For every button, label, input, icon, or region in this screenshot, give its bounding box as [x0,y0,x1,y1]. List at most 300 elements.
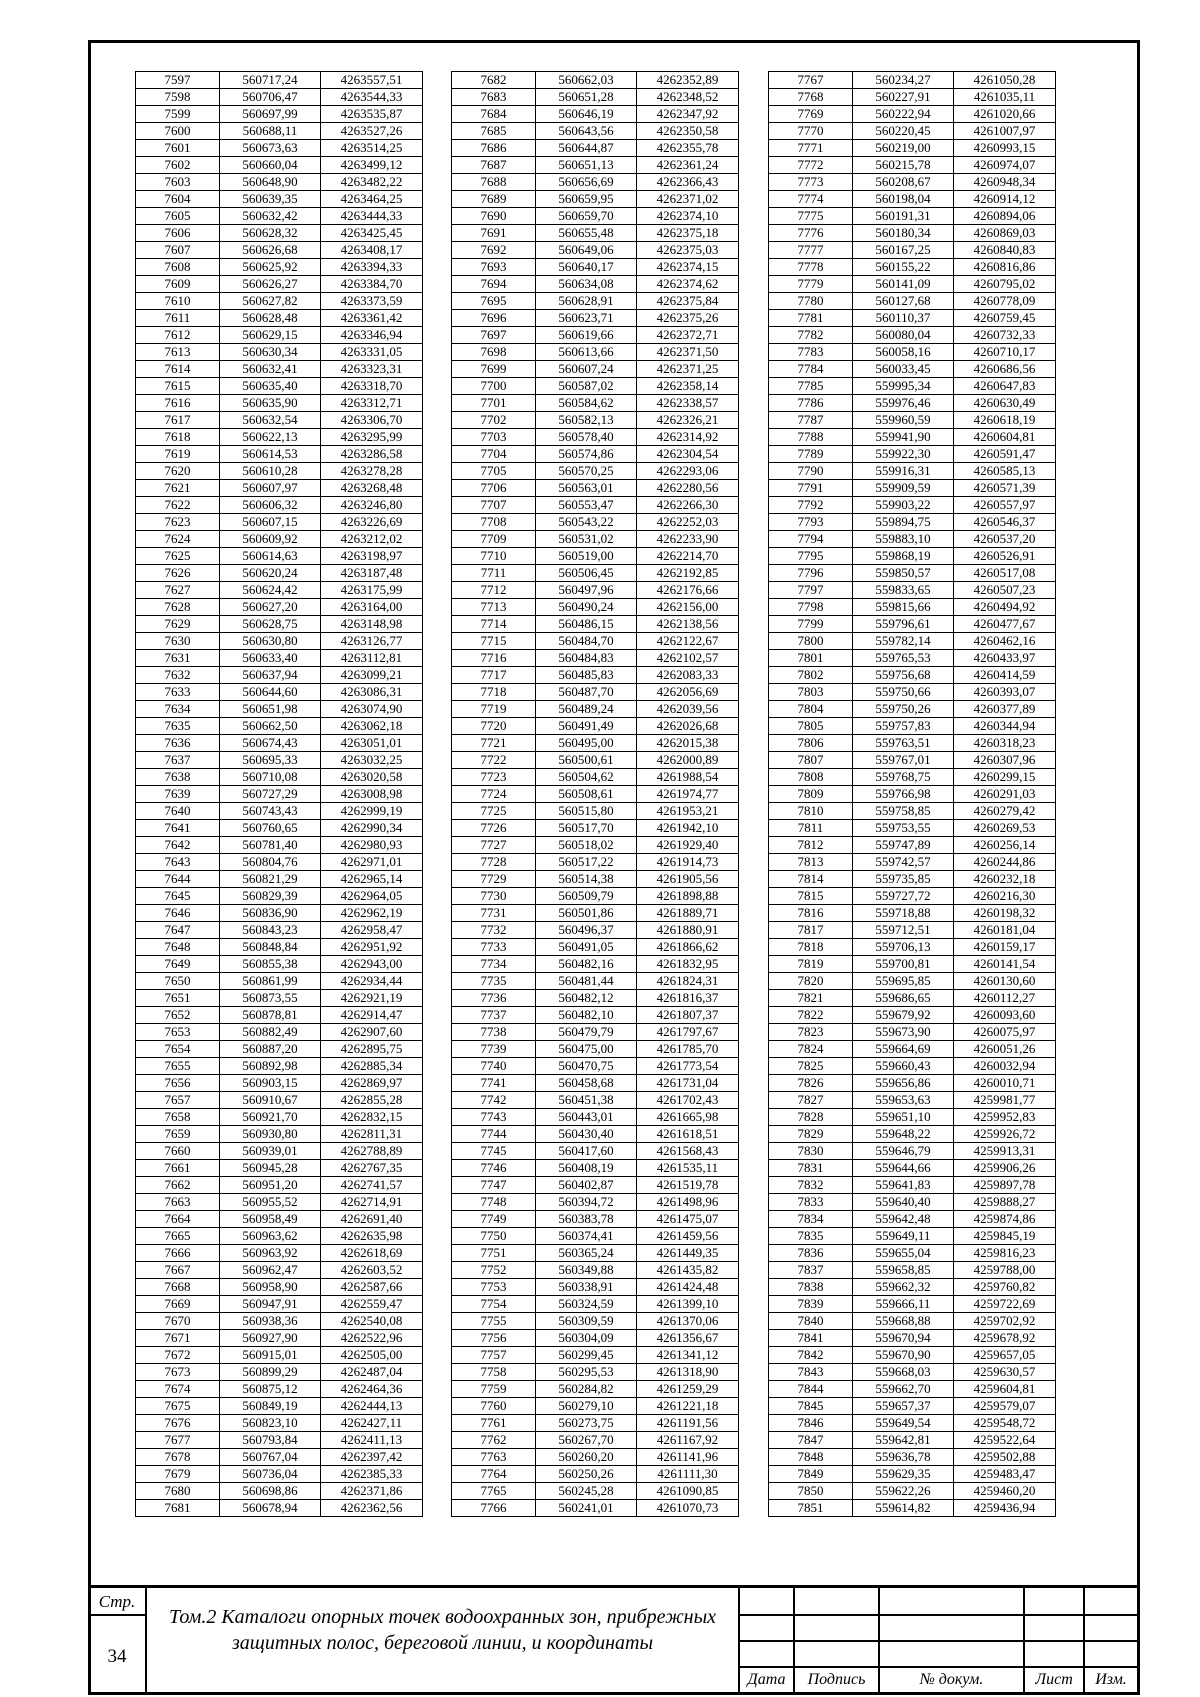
x-coordinate-cell: 559640,40 [853,1194,954,1211]
x-coordinate-cell: 560110,37 [853,310,954,327]
x-coordinate-cell: 560484,83 [536,650,637,667]
point-number-cell: 7758 [452,1364,536,1381]
x-coordinate-cell: 560951,20 [220,1177,321,1194]
table-row [452,786,739,803]
table-row [136,1262,423,1279]
point-number-cell: 7694 [452,276,536,293]
table-row [136,1313,423,1330]
table-row [769,1228,1056,1245]
y-coordinate-cell: 4262999,19 [321,803,423,820]
x-coordinate-cell: 560855,38 [220,956,321,973]
x-coordinate-cell: 560495,00 [536,735,637,752]
table-row [452,378,739,395]
y-coordinate-cell: 4260141,54 [954,956,1056,973]
y-coordinate-cell: 4262885,34 [321,1058,423,1075]
x-coordinate-cell: 559679,92 [853,1007,954,1024]
point-number-cell: 7768 [769,89,853,106]
y-coordinate-cell: 4262444,13 [321,1398,423,1415]
y-coordinate-cell: 4262083,33 [637,667,739,684]
x-coordinate-cell: 560299,45 [536,1347,637,1364]
y-coordinate-cell: 4261070,73 [637,1500,739,1517]
x-coordinate-cell: 560563,01 [536,480,637,497]
table-row [452,667,739,684]
point-number-cell: 7621 [136,480,220,497]
y-coordinate-cell: 4261889,71 [637,905,739,922]
point-number-cell: 7786 [769,395,853,412]
y-coordinate-cell: 4262951,92 [321,939,423,956]
x-coordinate-cell: 559941,90 [853,429,954,446]
y-coordinate-cell: 4262971,01 [321,854,423,871]
point-number-cell: 7709 [452,531,536,548]
y-coordinate-cell: 4262374,62 [637,276,739,293]
table-row [136,446,423,463]
table-row [769,701,1056,718]
table-row [452,888,739,905]
x-coordinate-cell: 559655,04 [853,1245,954,1262]
table-row [452,531,739,548]
x-coordinate-cell: 559909,59 [853,480,954,497]
table-row [136,106,423,123]
y-coordinate-cell: 4261953,21 [637,803,739,820]
x-coordinate-cell: 560849,19 [220,1398,321,1415]
x-coordinate-cell: 560219,00 [853,140,954,157]
point-number-cell: 7690 [452,208,536,225]
point-number-cell: 7724 [452,786,536,803]
y-coordinate-cell: 4262943,00 [321,956,423,973]
point-number-cell: 7654 [136,1041,220,1058]
y-coordinate-cell: 4260344,94 [954,718,1056,735]
y-coordinate-cell: 4259657,05 [954,1347,1056,1364]
table-row [136,123,423,140]
table-row [769,803,1056,820]
table-row [136,1058,423,1075]
table-row [452,1364,739,1381]
y-coordinate-cell: 4261318,90 [637,1364,739,1381]
point-number-cell: 7603 [136,174,220,191]
x-coordinate-cell: 559664,69 [853,1041,954,1058]
x-coordinate-cell: 560610,28 [220,463,321,480]
point-number-cell: 7733 [452,939,536,956]
x-coordinate-cell: 560626,68 [220,242,321,259]
point-number-cell: 7832 [769,1177,853,1194]
point-number-cell: 7666 [136,1245,220,1262]
x-coordinate-cell: 559695,85 [853,973,954,990]
point-number-cell: 7721 [452,735,536,752]
table-row [136,191,423,208]
point-number-cell: 7636 [136,735,220,752]
table-row [769,208,1056,225]
point-number-cell: 7664 [136,1211,220,1228]
point-number-cell: 7829 [769,1126,853,1143]
table-row [136,803,423,820]
y-coordinate-cell: 4259579,07 [954,1398,1056,1415]
table-row [769,1143,1056,1160]
point-number-cell: 7814 [769,871,853,888]
point-number-cell: 7804 [769,701,853,718]
y-coordinate-cell: 4259502,88 [954,1449,1056,1466]
table-row [452,769,739,786]
table-row [452,174,739,191]
x-coordinate-cell: 560304,09 [536,1330,637,1347]
point-number-cell: 7676 [136,1415,220,1432]
point-number-cell: 7641 [136,820,220,837]
x-coordinate-cell: 559668,88 [853,1313,954,1330]
x-coordinate-cell: 560619,66 [536,327,637,344]
point-number-cell: 7822 [769,1007,853,1024]
table-row [769,1432,1056,1449]
x-coordinate-cell: 560640,17 [536,259,637,276]
y-coordinate-cell: 4263323,31 [321,361,423,378]
x-coordinate-cell: 560574,86 [536,446,637,463]
x-coordinate-cell: 560614,63 [220,548,321,565]
table-row [769,1415,1056,1432]
point-number-cell: 7688 [452,174,536,191]
table-row [136,1177,423,1194]
table-row [452,1483,739,1500]
y-coordinate-cell: 4259436,94 [954,1500,1056,1517]
table-row [769,1449,1056,1466]
point-number-cell: 7757 [452,1347,536,1364]
table-row [769,922,1056,939]
y-coordinate-cell: 4262176,66 [637,582,739,599]
x-coordinate-cell: 559815,66 [853,599,954,616]
y-coordinate-cell: 4261111,30 [637,1466,739,1483]
table-row [136,1466,423,1483]
point-number-cell: 7840 [769,1313,853,1330]
point-number-cell: 7818 [769,939,853,956]
point-number-cell: 7844 [769,1381,853,1398]
y-coordinate-cell: 4262962,19 [321,905,423,922]
y-coordinate-cell: 4261974,77 [637,786,739,803]
table-row [452,1211,739,1228]
y-coordinate-cell: 4261221,18 [637,1398,739,1415]
x-coordinate-cell: 560250,26 [536,1466,637,1483]
x-coordinate-cell: 560903,15 [220,1075,321,1092]
table-row [136,1007,423,1024]
table-row [136,684,423,701]
point-number-cell: 7753 [452,1279,536,1296]
table-row [769,106,1056,123]
table-row [452,922,739,939]
y-coordinate-cell: 4263112,81 [321,650,423,667]
x-coordinate-cell: 560899,29 [220,1364,321,1381]
x-coordinate-cell: 560127,68 [853,293,954,310]
point-number-cell: 7708 [452,514,536,531]
y-coordinate-cell: 4260686,56 [954,361,1056,378]
x-coordinate-cell: 560482,16 [536,956,637,973]
x-coordinate-cell: 560649,06 [536,242,637,259]
table-row [452,1024,739,1041]
point-number-cell: 7746 [452,1160,536,1177]
x-coordinate-cell: 559750,66 [853,684,954,701]
table-row [452,1126,739,1143]
x-coordinate-cell: 560504,62 [536,769,637,786]
table-row [136,1109,423,1126]
table-row [136,837,423,854]
point-number-cell: 7737 [452,1007,536,1024]
table-row [452,633,739,650]
table-row [769,769,1056,786]
x-coordinate-cell: 559644,66 [853,1160,954,1177]
table-row [769,956,1056,973]
point-number-cell: 7723 [452,769,536,786]
y-coordinate-cell: 4261702,43 [637,1092,739,1109]
table-row [136,888,423,905]
point-number-cell: 7663 [136,1194,220,1211]
point-number-cell: 7740 [452,1058,536,1075]
y-coordinate-cell: 4263175,99 [321,582,423,599]
y-coordinate-cell: 4262214,70 [637,548,739,565]
point-number-cell: 7675 [136,1398,220,1415]
point-number-cell: 7763 [452,1449,536,1466]
point-number-cell: 7717 [452,667,536,684]
table-row [769,310,1056,327]
y-coordinate-cell: 4262811,31 [321,1126,423,1143]
point-number-cell: 7784 [769,361,853,378]
y-coordinate-cell: 4260993,15 [954,140,1056,157]
x-coordinate-cell: 559662,32 [853,1279,954,1296]
table-row [136,565,423,582]
table-row [769,140,1056,157]
table-row [769,463,1056,480]
table-row [769,174,1056,191]
y-coordinate-cell: 4261399,10 [637,1296,739,1313]
table-row [769,480,1056,497]
x-coordinate-cell: 560659,95 [536,191,637,208]
table-row [452,412,739,429]
y-coordinate-cell: 4261618,51 [637,1126,739,1143]
x-coordinate-cell: 559742,57 [853,854,954,871]
point-number-cell: 7646 [136,905,220,922]
x-coordinate-cell: 560451,38 [536,1092,637,1109]
point-number-cell: 7849 [769,1466,853,1483]
point-number-cell: 7796 [769,565,853,582]
x-coordinate-cell: 560607,15 [220,514,321,531]
x-coordinate-cell: 560220,45 [853,123,954,140]
x-coordinate-cell: 559649,11 [853,1228,954,1245]
y-coordinate-cell: 4260732,33 [954,327,1056,344]
point-number-cell: 7602 [136,157,220,174]
point-number-cell: 7755 [452,1313,536,1330]
table-row [452,446,739,463]
point-number-cell: 7826 [769,1075,853,1092]
table-row [452,939,739,956]
x-coordinate-cell: 559903,22 [853,497,954,514]
x-coordinate-cell: 560614,53 [220,446,321,463]
y-coordinate-cell: 4259788,00 [954,1262,1056,1279]
y-coordinate-cell: 4259845,19 [954,1228,1056,1245]
point-number-cell: 7801 [769,650,853,667]
point-number-cell: 7625 [136,548,220,565]
y-coordinate-cell: 4261141,96 [637,1449,739,1466]
table-row [452,89,739,106]
table-row [769,684,1056,701]
point-number-cell: 7761 [452,1415,536,1432]
x-coordinate-cell: 560660,04 [220,157,321,174]
point-number-cell: 7699 [452,361,536,378]
point-number-cell: 7824 [769,1041,853,1058]
x-coordinate-cell: 559757,83 [853,718,954,735]
table-row [452,123,739,140]
table-row [136,361,423,378]
y-coordinate-cell: 4260526,91 [954,548,1056,565]
x-coordinate-cell: 560227,91 [853,89,954,106]
table-row [452,1279,739,1296]
point-number-cell: 7715 [452,633,536,650]
x-coordinate-cell: 560613,66 [536,344,637,361]
table-row [452,1296,739,1313]
point-number-cell: 7627 [136,582,220,599]
table-row [136,480,423,497]
table-row [769,599,1056,616]
point-number-cell: 7759 [452,1381,536,1398]
table-row [769,667,1056,684]
y-coordinate-cell: 4262138,56 [637,616,739,633]
y-coordinate-cell: 4262056,69 [637,684,739,701]
x-coordinate-cell: 560486,15 [536,616,637,633]
point-number-cell: 7649 [136,956,220,973]
y-coordinate-cell: 4260477,67 [954,616,1056,633]
table-row [452,1398,739,1415]
table-row [452,1228,739,1245]
x-coordinate-cell: 560408,19 [536,1160,637,1177]
point-number-cell: 7648 [136,939,220,956]
x-coordinate-cell: 560892,98 [220,1058,321,1075]
x-coordinate-cell: 560491,05 [536,939,637,956]
point-number-cell: 7683 [452,89,536,106]
table-row [136,1024,423,1041]
x-coordinate-cell: 560208,67 [853,174,954,191]
y-coordinate-cell: 4260816,86 [954,259,1056,276]
table-row [769,259,1056,276]
table-row [452,497,739,514]
point-number-cell: 7817 [769,922,853,939]
x-coordinate-cell: 560606,32 [220,497,321,514]
x-coordinate-cell: 559658,85 [853,1262,954,1279]
y-coordinate-cell: 4259926,72 [954,1126,1056,1143]
table-row [769,1126,1056,1143]
y-coordinate-cell: 4261988,54 [637,769,739,786]
point-number-cell: 7779 [769,276,853,293]
point-number-cell: 7765 [452,1483,536,1500]
y-coordinate-cell: 4263444,33 [321,208,423,225]
table-row [452,684,739,701]
table-row [769,1466,1056,1483]
y-coordinate-cell: 4259981,77 [954,1092,1056,1109]
x-coordinate-cell: 560727,29 [220,786,321,803]
table-row [452,72,739,89]
point-number-cell: 7845 [769,1398,853,1415]
x-coordinate-cell: 560584,62 [536,395,637,412]
table-row [769,497,1056,514]
point-number-cell: 7719 [452,701,536,718]
x-coordinate-cell: 560487,70 [536,684,637,701]
y-coordinate-cell: 4261191,56 [637,1415,739,1432]
y-coordinate-cell: 4261035,11 [954,89,1056,106]
x-coordinate-cell: 560628,75 [220,616,321,633]
x-coordinate-cell: 560688,11 [220,123,321,140]
x-coordinate-cell: 559642,81 [853,1432,954,1449]
x-coordinate-cell: 559922,30 [853,446,954,463]
y-coordinate-cell: 4261449,35 [637,1245,739,1262]
point-number-cell: 7808 [769,769,853,786]
y-coordinate-cell: 4262934,44 [321,973,423,990]
table-row [136,208,423,225]
x-coordinate-cell: 560417,60 [536,1143,637,1160]
x-coordinate-cell: 560656,69 [536,174,637,191]
y-coordinate-cell: 4262375,26 [637,310,739,327]
table-row [452,157,739,174]
point-number-cell: 7702 [452,412,536,429]
y-coordinate-cell: 4262375,03 [637,242,739,259]
y-coordinate-cell: 4262914,47 [321,1007,423,1024]
y-coordinate-cell: 4260795,02 [954,276,1056,293]
y-coordinate-cell: 4263295,99 [321,429,423,446]
point-number-cell: 7830 [769,1143,853,1160]
y-coordinate-cell: 4263074,90 [321,701,423,718]
point-number-cell: 7792 [769,497,853,514]
table-row [452,701,739,718]
x-coordinate-cell: 560626,27 [220,276,321,293]
x-coordinate-cell: 559646,79 [853,1143,954,1160]
y-coordinate-cell: 4262252,03 [637,514,739,531]
table-row [452,514,739,531]
x-coordinate-cell: 560475,00 [536,1041,637,1058]
table-row [769,905,1056,922]
table-row [769,225,1056,242]
x-coordinate-cell: 559651,10 [853,1109,954,1126]
table-row [452,582,739,599]
table-row [769,990,1056,1007]
y-coordinate-cell: 4260130,60 [954,973,1056,990]
point-number-cell: 7728 [452,854,536,871]
point-number-cell: 7756 [452,1330,536,1347]
y-coordinate-cell: 4262464,36 [321,1381,423,1398]
table-row [769,378,1056,395]
point-number-cell: 7772 [769,157,853,174]
table-row [136,973,423,990]
point-number-cell: 7820 [769,973,853,990]
x-coordinate-cell: 560624,42 [220,582,321,599]
point-number-cell: 7637 [136,752,220,769]
x-coordinate-cell: 560033,45 [853,361,954,378]
x-coordinate-cell: 560587,02 [536,378,637,395]
table-row [136,871,423,888]
table-row [769,1024,1056,1041]
table-row [136,395,423,412]
point-number-cell: 7718 [452,684,536,701]
point-number-cell: 7838 [769,1279,853,1296]
y-coordinate-cell: 4262832,15 [321,1109,423,1126]
y-coordinate-cell: 4262375,84 [637,293,739,310]
x-coordinate-cell: 560958,49 [220,1211,321,1228]
y-coordinate-cell: 4261424,48 [637,1279,739,1296]
x-coordinate-cell: 560481,44 [536,973,637,990]
x-coordinate-cell: 560058,16 [853,344,954,361]
coordinate-table-3 [768,71,1056,1517]
y-coordinate-cell: 4262980,93 [321,837,423,854]
x-coordinate-cell: 560698,86 [220,1483,321,1500]
x-coordinate-cell: 560697,99 [220,106,321,123]
table-row [769,1279,1056,1296]
table-row [452,1313,739,1330]
y-coordinate-cell: 4262397,42 [321,1449,423,1466]
table-row [452,752,739,769]
table-row [452,803,739,820]
signature-label: Подпись [807,1671,866,1688]
y-coordinate-cell: 4261785,70 [637,1041,739,1058]
point-number-cell: 7850 [769,1483,853,1500]
